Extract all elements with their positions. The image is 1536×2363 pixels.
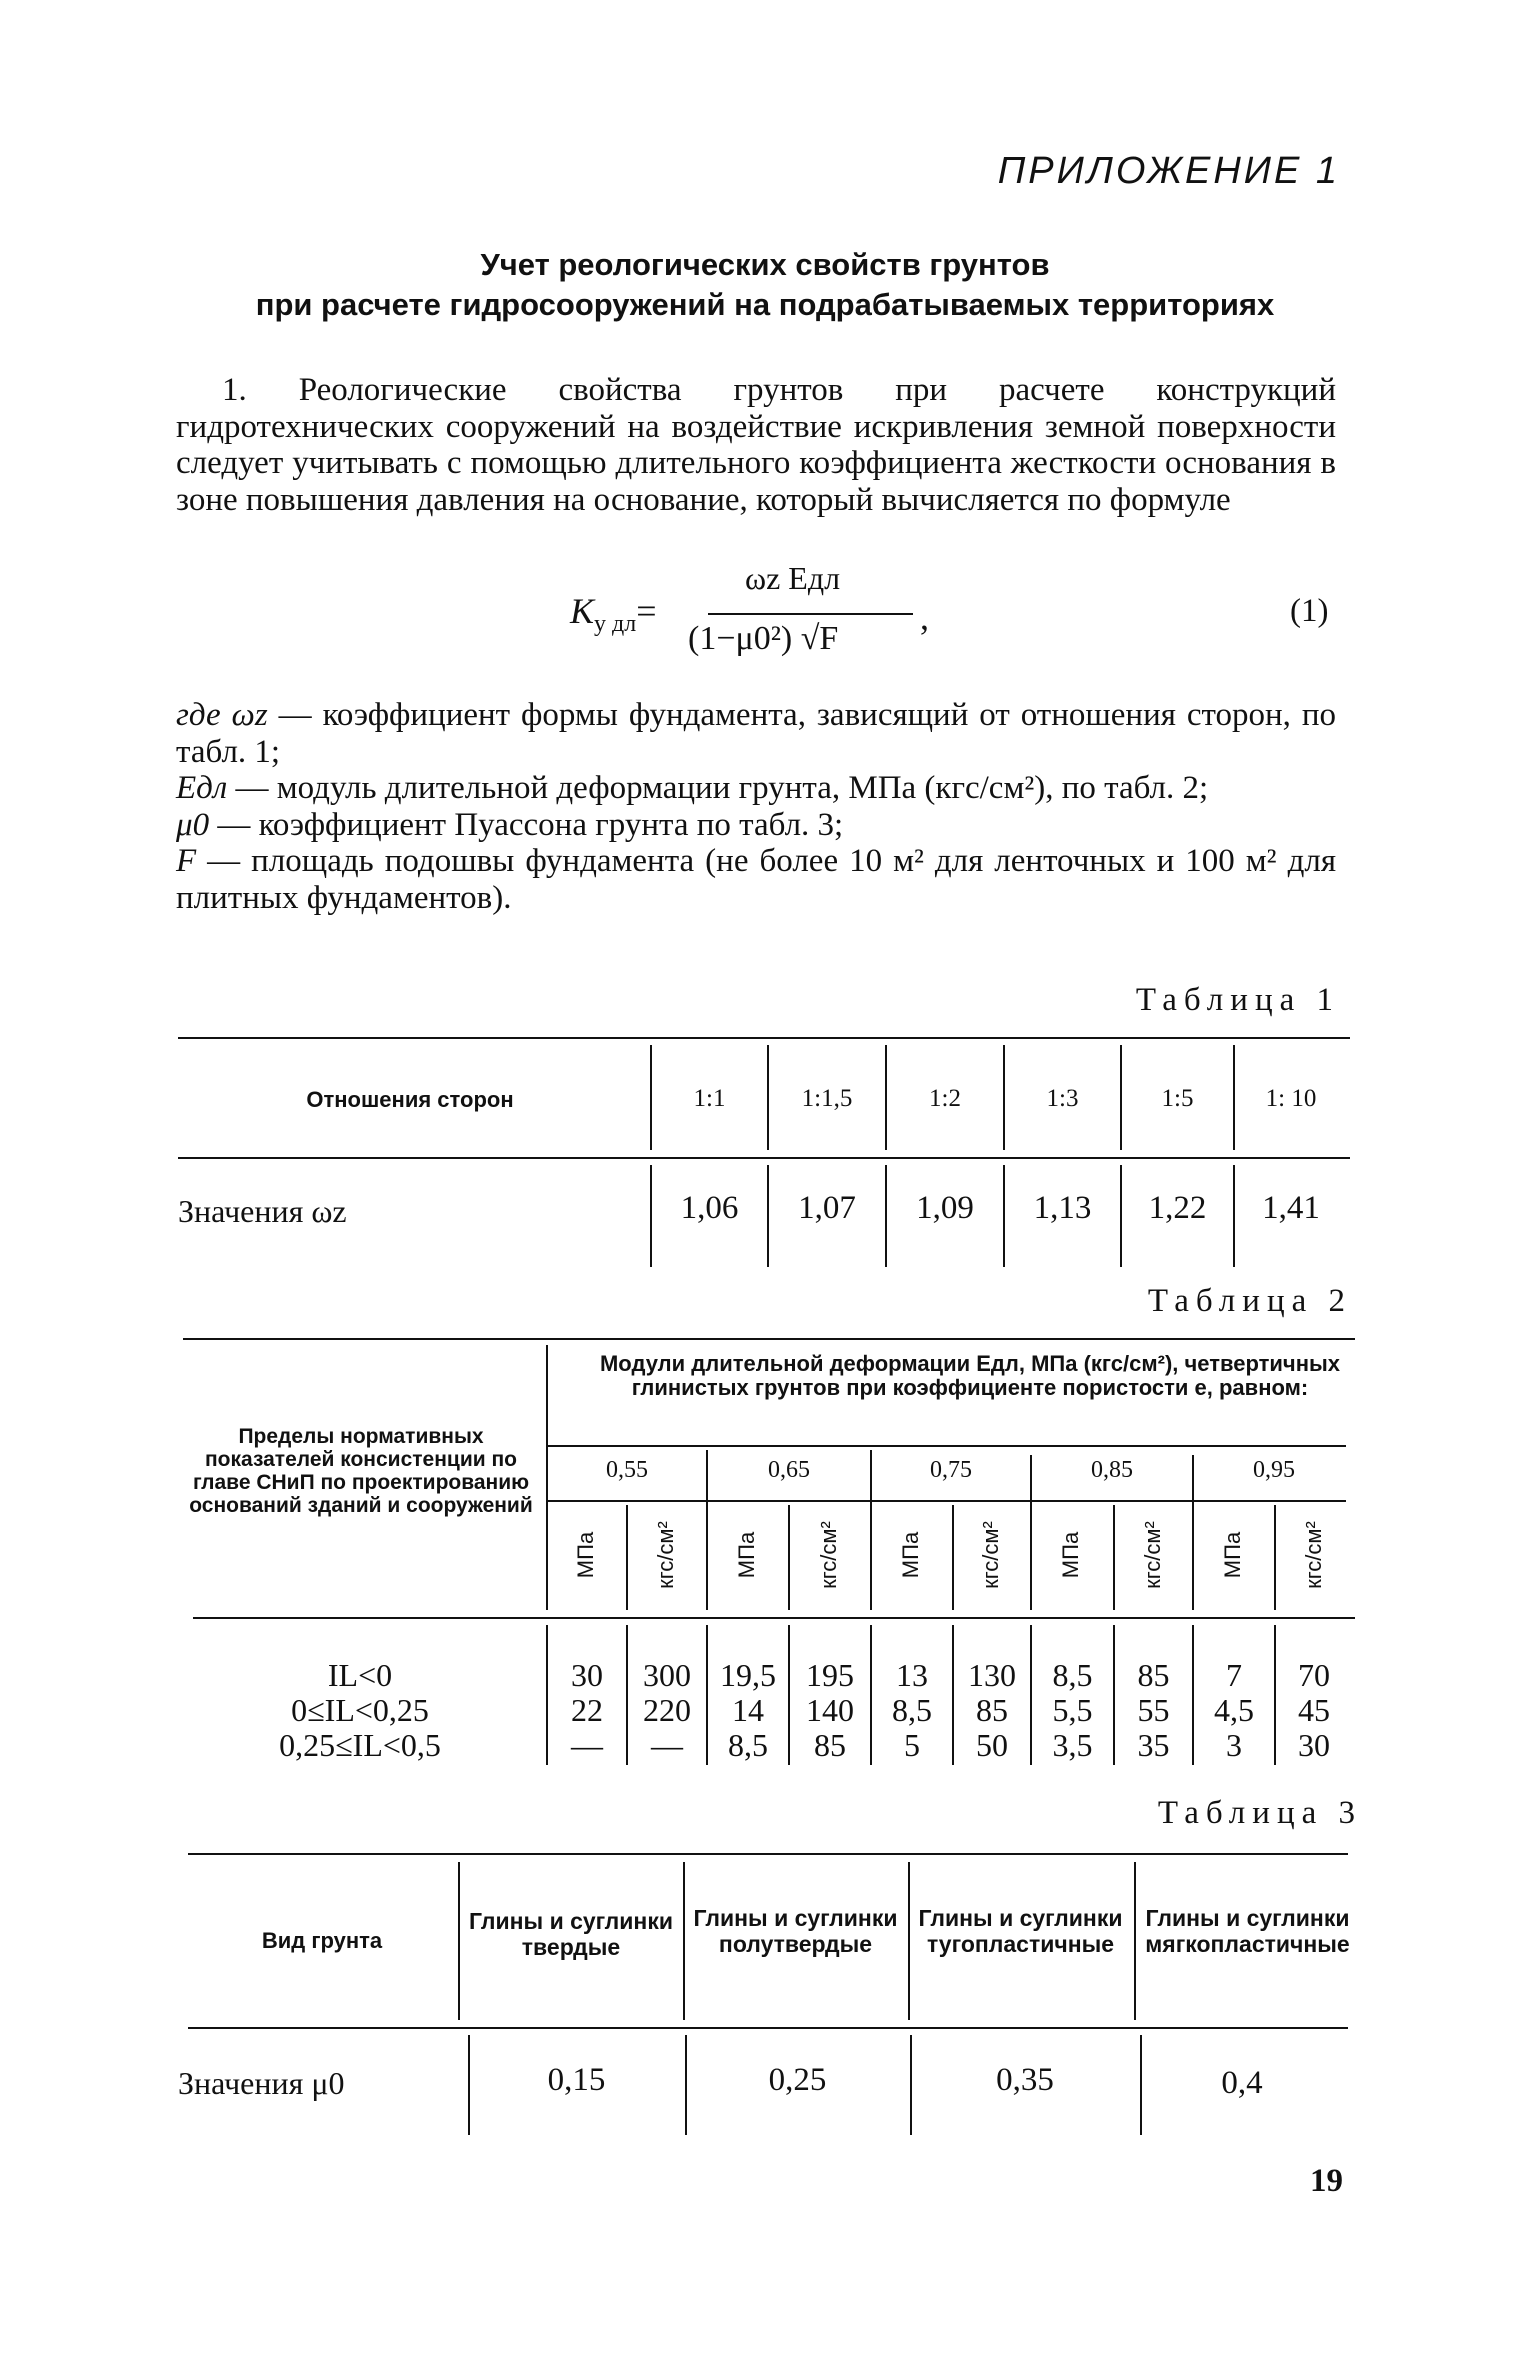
table1-ratio: 1:2 bbox=[929, 1085, 961, 1112]
table3-mid-rule bbox=[188, 2027, 1348, 2029]
table2-cell: 35 bbox=[1137, 1727, 1170, 1763]
unit-kgs-label: кгс/см² bbox=[1301, 1521, 1326, 1589]
table3-header: Глины и суглинки мягкопластичные bbox=[1145, 1905, 1350, 1957]
table2-cell: 4,5 bbox=[1214, 1692, 1254, 1728]
table2-cell: 55 bbox=[1137, 1692, 1170, 1728]
table2-cell: 5 bbox=[904, 1727, 920, 1763]
table2-caption: Таблица 2 bbox=[1147, 1283, 1352, 1319]
t2-vline bbox=[952, 1505, 954, 1610]
table3-value: 0,25 bbox=[768, 2062, 827, 2098]
equation-number: (1) bbox=[1290, 593, 1329, 629]
unit-mpa-label: МПа bbox=[1058, 1531, 1083, 1579]
t3-vline bbox=[458, 1862, 460, 2020]
table1-ratio: 1:5 bbox=[1161, 1085, 1194, 1112]
table3-row-label: Значения μ0 bbox=[178, 2065, 345, 2101]
table2-cell: 8,5 bbox=[728, 1727, 768, 1763]
formula bbox=[540, 560, 960, 690]
table2-cell: 8,5 bbox=[892, 1692, 932, 1728]
t3-vline bbox=[908, 1862, 910, 2020]
table2-cell: 300 bbox=[643, 1657, 691, 1693]
unit-kgs-label: кгс/см² bbox=[653, 1521, 678, 1589]
table3-col0-header: Вид грунта bbox=[261, 1928, 383, 1953]
table1-caption: Таблица 1 bbox=[1135, 982, 1340, 1018]
table2-row-label: 0,25≤IL<0,5 bbox=[279, 1727, 441, 1763]
table2-cell: 13 bbox=[896, 1657, 928, 1693]
t3-vline bbox=[683, 1862, 685, 2020]
definition-omega: где ωz — коэффициент формы фундамента, зависящий от отношения сторон, по табл. 1; bbox=[176, 697, 1337, 770]
table2-cell: 3 bbox=[1226, 1727, 1242, 1763]
table2-cell: 30 bbox=[571, 1657, 603, 1693]
appendix-label: ПРИЛОЖЕНИЕ 1 bbox=[997, 150, 1340, 192]
table1-value: 1,09 bbox=[916, 1190, 974, 1226]
table2-porosity: 0,55 bbox=[606, 1457, 648, 1483]
table2-row-label: 0≤IL<0,25 bbox=[291, 1692, 429, 1728]
definition-mu: μ0 — коэффициент Пуассона грунта по табл. 3; bbox=[176, 806, 844, 843]
table2-cell: — bbox=[651, 1727, 683, 1763]
table2-cell: 130 bbox=[968, 1657, 1016, 1693]
table2-porosity: 0,95 bbox=[1253, 1457, 1295, 1483]
table2-row-label: IL<0 bbox=[327, 1657, 393, 1693]
table1-value: 1,22 bbox=[1148, 1190, 1207, 1226]
table2-top-rule bbox=[183, 1338, 1355, 1340]
table3-caption: Таблица 3 bbox=[1157, 1795, 1362, 1831]
table2-cell: — bbox=[571, 1727, 603, 1763]
page-number: 19 bbox=[1310, 2163, 1343, 2199]
table2-top-header: Модули длительной деформации Eдл, МПа (кгс/см²), четвертичных глинистых грунтов при коэффициенте пористости e, равном: bbox=[599, 1351, 1341, 1400]
table2-cell: 70 bbox=[1298, 1657, 1330, 1693]
table2-porosity-rule bbox=[546, 1445, 1346, 1447]
unit-mpa-label: МПа bbox=[734, 1531, 759, 1579]
table1-ratio: 1:3 bbox=[1046, 1085, 1079, 1112]
table2-cell: 7 bbox=[1226, 1657, 1242, 1693]
formula-numerator: ωz Eдл bbox=[745, 560, 841, 596]
formula-comma: , bbox=[920, 597, 929, 637]
table2-cell: 85 bbox=[814, 1727, 846, 1763]
table3-header: Глины и суглинки тугопластичные bbox=[918, 1905, 1123, 1957]
t2-vline bbox=[626, 1505, 628, 1610]
unit-kgs-label: кгс/см² bbox=[1140, 1521, 1165, 1589]
table2-cell: 14 bbox=[732, 1692, 764, 1728]
table2-cell: 140 bbox=[806, 1692, 854, 1728]
unit-mpa-label: МПа bbox=[573, 1531, 598, 1579]
formula-lhs: $K_{у дл}=$ bbox=[570, 591, 657, 638]
table2-cell: 85 bbox=[976, 1692, 1008, 1728]
table2-unit-rule bbox=[546, 1500, 1346, 1502]
table1-value: 1,13 bbox=[1033, 1190, 1092, 1226]
table3-value: 0,15 bbox=[547, 2062, 606, 2098]
unit-mpa-label: МПа bbox=[898, 1531, 923, 1579]
table2-cell: 3,5 bbox=[1052, 1727, 1093, 1763]
definition-e: Eдл — модуль длительной деформации грунта, МПа (кгс/см²), по табл. 2; bbox=[176, 770, 1209, 807]
table3-header: Глины и суглинки твердые bbox=[469, 1908, 673, 1960]
fraction-line bbox=[708, 613, 913, 615]
table2-cell: 8,5 bbox=[1052, 1657, 1093, 1693]
unit-mpa-label: МПа bbox=[1220, 1531, 1245, 1579]
t2-vline bbox=[1274, 1505, 1276, 1610]
title-line-2: при расчете гидросооружений на подрабатываемых территориях bbox=[255, 287, 1275, 322]
table2-header-bottom-rule bbox=[193, 1617, 1355, 1619]
table1-ratio: 1:1,5 bbox=[801, 1085, 853, 1112]
table1-top-rule bbox=[178, 1037, 1350, 1039]
table1-mid-rule bbox=[178, 1157, 1350, 1159]
table2-porosity: 0,85 bbox=[1091, 1457, 1133, 1483]
table1-ratio: 1: 10 bbox=[1265, 1085, 1317, 1112]
table1-value: 1,06 bbox=[680, 1190, 739, 1226]
table1-row2-label: Значения ωz bbox=[178, 1193, 347, 1229]
table3-value: 0,35 bbox=[996, 2062, 1054, 2098]
table2-porosity: 0,65 bbox=[768, 1457, 810, 1483]
table3-value: 0,4 bbox=[1221, 2065, 1263, 2101]
definitions bbox=[176, 697, 1336, 917]
table2-cell: 22 bbox=[571, 1692, 603, 1728]
t2-vline bbox=[1113, 1505, 1115, 1610]
t3-vline bbox=[1134, 1862, 1136, 2020]
table2-cell: 195 bbox=[806, 1657, 854, 1693]
table2-left-header: Пределы нормативных показателей консистенции по главе СНиП по проектированию оснований зданий и сооружений bbox=[189, 1425, 533, 1517]
table2-cell: 220 bbox=[643, 1692, 691, 1728]
table2-cell: 30 bbox=[1298, 1727, 1330, 1763]
table2-cell: 85 bbox=[1137, 1657, 1170, 1693]
unit-kgs-label: кгс/см² bbox=[816, 1521, 841, 1589]
table3-header: Глины и суглинки полутвердые bbox=[693, 1905, 898, 1957]
table2-cell: 19,5 bbox=[720, 1657, 776, 1693]
document-title bbox=[170, 245, 1360, 325]
table1-value: 1,41 bbox=[1262, 1190, 1320, 1226]
unit-kgs-label: кгс/см² bbox=[978, 1521, 1003, 1589]
definition-f: F — площадь подошвы фундамента (не более 10 м² для ленточных и 100 м² для плитных фундаментов). bbox=[176, 843, 1336, 916]
formula-denominator: (1−μ0²) √F bbox=[688, 620, 839, 657]
intro-paragraph: 1. Реологические свойства грунтов при расчете конструкций гидротехнических сооружений на воздействие искривления земной поверхности следует учитывать с помощью длительного коэффициента жесткости основания в зоне повышения давления на основание, который вычисляется по формуле bbox=[176, 372, 1336, 518]
table2-cell: 5,5 bbox=[1052, 1692, 1093, 1728]
table2-porosity: 0,75 bbox=[930, 1457, 972, 1483]
table3-top-rule bbox=[188, 1853, 1348, 1855]
t2-vline bbox=[788, 1505, 790, 1610]
table1-row1-label: Отношения сторон bbox=[306, 1087, 514, 1112]
table2-cell: 45 bbox=[1298, 1692, 1330, 1728]
table1-value: 1,07 bbox=[798, 1190, 856, 1226]
table1-ratio: 1:1 bbox=[693, 1085, 726, 1112]
title-line-1: Учет реологических свойств грунтов bbox=[480, 247, 1050, 282]
table2-cell: 50 bbox=[976, 1727, 1008, 1763]
